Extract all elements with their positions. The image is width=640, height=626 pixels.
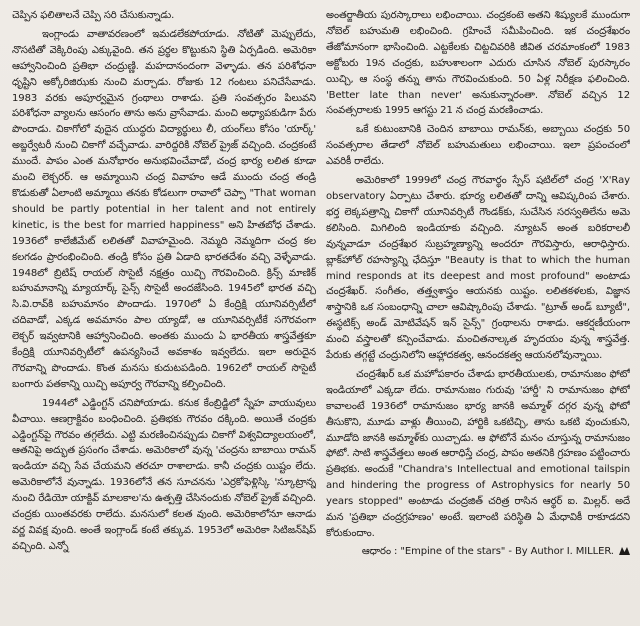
article-column-left <box>12 8 316 618</box>
source-credit <box>326 544 630 560</box>
article-column-right <box>326 8 630 618</box>
article-paragraph: అంతర్జాతీయ పురస్కారాలు లభించాయి. చంద్రకంటె అతని శిష్యులకే ముందుగా నోబెల్ బహుమతి లభించింది. గ్రహించే సమీపించింది. ఇక చంద్రశేఖరం తేజోమానంగా భాసించింది. ఎట్టకేలకు చిట్టచివరికి జీవిత చరమాంకంలో 1983 అక్టోబరు 19న చంద్రకు, బహుశాలంగా ఎదురు చూసిన నోబెల్ పురస్కారం యిచ్చి, ఆ సంస్థ తన్ను తాను గౌరవించుకుంది. 50 ఏళ్ల నిరీక్షణ ఫలించింది. 'Better late than never' అనుకున్నారంతా. నోబెల్ వచ్చిన 12 సంవత్సరాలకు 1995 ఆగస్టు 21 న చంద్ర మరణించాడు. <box>326 10 630 117</box>
article-paragraph: చెప్పిన ఫలితాలనే చెప్పి సరి చేసుకున్నాడు. <box>12 10 175 21</box>
article-paragraph: 1944లో ఎడ్డింగ్టన్ చనిపోయాడు. కనుక కేంబ్రిడ్జిలో స్నేహ వాయువులు వీచాయి. ఆణగ్రాక్టివం బంధించింది. ప్రతిభకు గౌరవం దక్కింది. అయితే చంద్రకు ఎడ్డింగ్టన్‌పై గౌరవం తగ్గలేదు. ఎట్టి మరణించినప్పుడు చికాగో విశ్వవిద్యాలయంలో, ఆతనిపై అద్భుత ప్రసంగం చేశాడు. అమెరికాలో వున్న 'చంద్రను బాబాయి రామన్ ఇండియా వచ్చి సేవ చేయమని తరచూ రాశాలాడు. కానీ చంద్రకు యిష్టం లేదు. అమెరికాలోనే వున్నాడు. 1936లోనే తన సూచనను 'ఎర్రకోఫెళ్లిస్కి 'స్కూట్రాన్న నుంచి రేడియో యాక్టివ్ మాలకాల'ను ఉత్పత్తి చేసినందుకు నోబెల్ ప్రైజ్ వచ్చింది. చంద్రకు యింతవరకు రాలేదు. మనసులో కలత వుంది. అమెరికాలోనూ ఆనాడు వర్ణ వివక్ష వుంది. అంతే ఇంగ్లాండ్ కంటే తక్కువ. 1953లో అమెరికా సిటిజన్‌షిప్ వచ్చింది. ఎన్నో <box>12 397 316 552</box>
publisher-mark-icon <box>619 546 630 555</box>
article-paragraph: ఒకే కుటుంబానికి చెందిన బాబాయి రామన్‌కు, అబ్బాయి చంద్రకు 50 సంవత్సరాల తేడాలో నోబెల్ బహుమతులు లభించాయి. ఇలా ప్రపంచంలో ఎవరికీ రాలేదు. <box>326 124 630 168</box>
article-paragraph: చంద్రశేఖర్ ఒక మహోపకారం చేశాడు భారతీయులకు, రామానుజం ఫోటో ఇండియాలో ఎక్కడా లేదు. రామానుజం గురువు 'హార్డీ' ని రామానుజం ఫోటో కావాలంటే 1936లో రామానుజం భార్య జానకి అమ్మాళ్ దగ్గర వున్న ఫోటో తీసుకొని, మూడు వాళ్లు తీయించి, హార్టికి ఒకటిచ్చి, తాను ఒకటి వుంచుకుని, మూడోది జానకి అమ్మాళ్‌కు యిచ్చాడు. ఆ ఫోటోనే మనం చూస్తున్న రామానుజం ఫోటో. సాటి శాస్త్రవేత్తలు అంత ఆరాధిస్తే చంద్ర, పాపం అతనికి గ్రహణం పట్టించారు ప్రతిభకు. అందుకే "Chandra's Intellectual and emotional tailspin and hindering the progress of Astrophysics for nearly 50 years stopped" అంటాడు చంద్రజిత్ చరిత్ర రాసిన ఆర్థర్ ఐ. మిల్లర్. అదే మన 'ప్రతిభా చంద్రగ్రహణం' అంటే. ఇలాంటి పరిస్థితి ఏ మేధావికీ రాకూడదని కోరుకుందాం. <box>326 368 630 539</box>
article-paragraph: ఇంగ్లాండు వాతావరణంలో ఇమడలేకపోయాడు. నోటితో మెప్పులేదు, నొసటితో వెక్కిరింపు ఎక్కువైంది. తన ప్రర్థల కొట్టుకుని స్థితి ఏర్పడింది. అమెరికా ఆహ్వానించింది ప్రతిభా చంద్రుణ్ణి. మహదానందంగా వెళ్ళాడు. తన పరిశోధనా ధృష్టిని అక్కోరిజిఝకు నుంచి మర్చాడు. రోజుకు 12 గంటలు పనిచేసేవాడు. 1983 వరకు అపూర్వమైన గ్రంథాలు రాశాడు. ప్రతి సంవత్సరం పిలువని పరిశోధనా వ్యాలను ఆసంగం తాను అను వ్రాసేవాడు. మంచి అధ్యాపకుడిగా పేరు పొందాడు. చికాగోలో వుదైన యుద్ధరు విద్యార్థులు లీ, యంగ్‌లు కోసం 'యార్క్' అబ్జర్వేటరీ నుంచి చికాగో వచ్చేవాడు. వారిద్దరికి నోబెల్ ప్రైజ్ వచ్చింది. చంద్రకంటే ముందే. పాపం ఎంత మనోభారం అనుభవించేవాడో, చంద్ర భార్య లలిత కూడా మంచి లెక్చరర్. ఆ అమ్మాయిని చంద్ర వివాహం ఆడే ముందు చంద్ర తండ్రి కొడుకుతో ఏలాంటి అమ్మాయి తనకు కోడలుగా రావాలో చెప్పా "That woman should be partly potential in her talent and not entirely kinetic, is the best for married happiness" అని హితబోధ చేశాడు. 1936లో కాలేజీమేట్ లలితతో వివాహమైంది. నెమ్మది నెమ్మదిగా చంద్ర కల కలగడం ప్రారంభించింది. తండ్రి కోసం ప్రతి ఏడాది భారతదేశం వచ్చి వెళ్ళేవాడు. 1948లో బ్రిటిష్ రాయల్ సొసైటీ నక్షత్రం యిచ్చి గౌరవించింది. క్రిన్స్ మాణిక్ బహుమానాన్ని మ్యాయార్క్ సైన్స్ సొసైటీ అందజేసింది. 1945లో భారత వచ్చి సి.వి.రావ్‌కి బహుమానం పొందాడు. 1970లో ఏ కేంద్రిక్షి యూనివర్సిటీలో చదివాడో, ఎక్కడ అవమానం పాల య్యాడో, ఆ యూనివర్సిటీకే సగౌరవంగా లెక్చర్ ఇవ్వటానికి ఆహ్వానించింది. అంతకు ముందు ఏ భారతీయ శాస్త్రవేత్తకూ కేంద్రిక్షి యూనివర్సిటీలో ఉపన్యసించే అవకాశం ఇవ్వలేదు. ఇలా అరుదైన గౌరవాన్ని పొందాడు. కొంత మనసు కుదుటపడింది. 1962లో రాయల్ సొసైటీ బంగారు పతకాన్ని యిచ్చి అపూర్వ గౌరవాన్ని కల్పించింది. <box>12 28 316 390</box>
article-paragraph: అమెరికాలో 1999లో చంద్ర గౌరవార్థం స్పేస్ షటిల్‌లో చంద్ర 'X'Ray observatory ఏర్పాటు చేశారు. భూర్య లలితతో దాన్ని ఆవిష్కరింప చేశారు. భర్త లెక్కపత్రాన్ని చికాగో యూనివర్సిటీ గౌండక్‌కు, సుచేసిన సరస్వతిలేను అమె కలిసింది. మిగిలింది ఇండియాకు వచ్చింది. న్యూటన్ అంత బరికరాలలీ వున్నవాడూ చంద్రశేఖర సుబ్రహ్మణ్యాన్ని అందరూ గౌరవిస్తారు, ఆరాధిస్తారు. బ్లాక్‌హోల్ రహస్యాన్ని ఛేదిస్తూ "Beauty is that to which the human mind responds at its deepest and most profound" అంటాడు చంద్రశేఖర్. సంగీతం, తత్త్వశాస్త్రం ఆయనకు యిష్టం. లలితకళలకు, విజ్ఞాన శాస్త్రానికి ఒక సంబంధాన్ని చాలా ఆవిష్కారింపు చేశాడు. "ట్రూత్ అండ్ బ్యూటీ", ఈస్థటిక్స్ అండ్ మోటివేషన్ ఇన్ సైన్స్" గ్రంథాలను రాశాడు. ఆకర్షణీయంగా మంచి వస్త్రాలతో కన్పించేవాడు. మంచితనాల్కత హృదయం వున్న శాస్త్రవేత్త. పేరుకు తగ్గట్టే చంద్రునిలోని ఆహ్లాదకత్వ, ఆనందకత్వ ఆయనలోవున్నాయి. <box>326 175 630 362</box>
source-credit-text: ఆధారం : "Empine of the stars" - By Author I. MILLER. <box>361 545 614 557</box>
